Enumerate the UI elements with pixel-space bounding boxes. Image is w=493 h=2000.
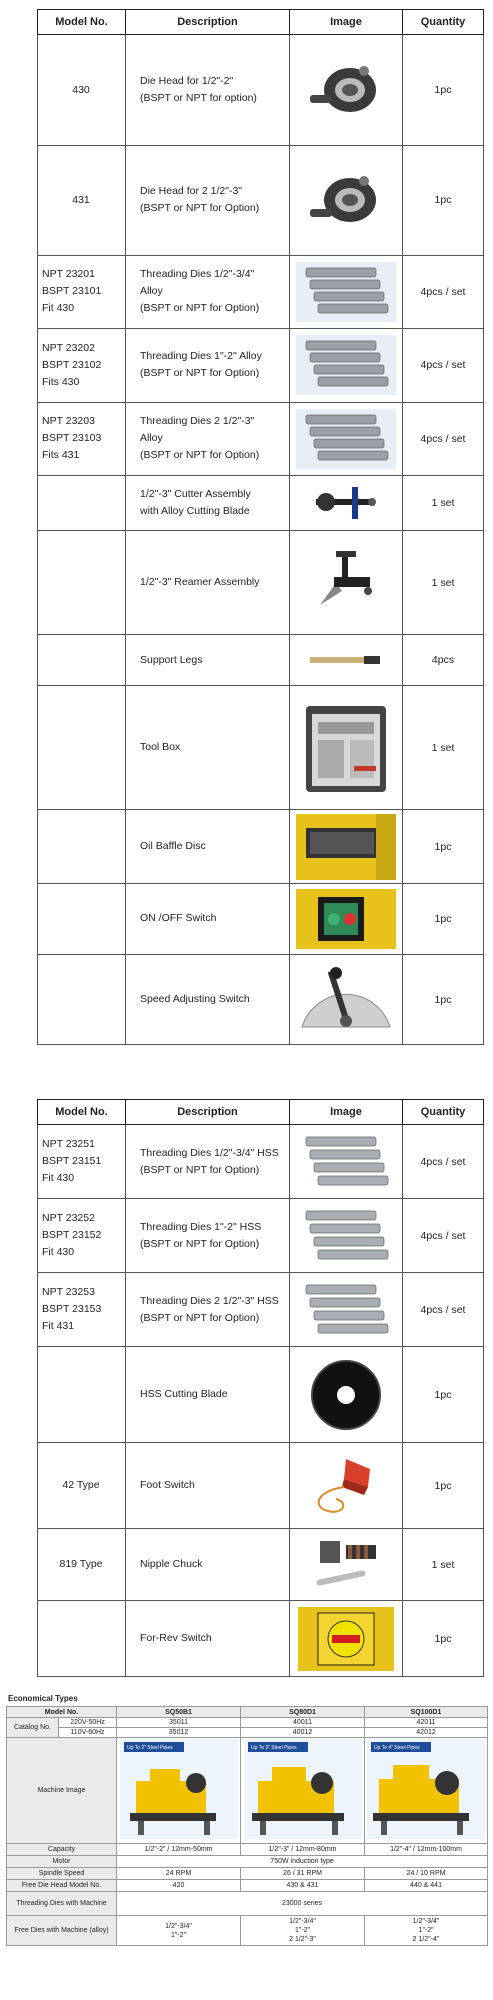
header-model: Model No. [38, 10, 126, 35]
table-row [38, 402, 484, 475]
speed-switch-icon [296, 963, 396, 1037]
model-cell [38, 810, 126, 883]
quantity-cell: 1pc [403, 35, 484, 145]
header-image: Image [290, 10, 403, 35]
table-row [38, 810, 484, 883]
table-row [38, 1125, 484, 1199]
table-row [38, 329, 484, 402]
image-cell [290, 883, 403, 954]
table-row [7, 1718, 488, 1728]
die-head-cell: 440 & 441 [365, 1880, 488, 1892]
model-cell: NPT 23253 BSPT 23153 Fit 431 [38, 1273, 126, 1347]
die-head-label: Free Die Head Model No. [7, 1880, 117, 1892]
free-dies-cell: 1/2"-3/4" 1"-2" 2 1/2"-4" [365, 1916, 488, 1946]
table-row [7, 1856, 488, 1868]
model-header: SQ80D1 [241, 1707, 365, 1718]
machine-image-cell [241, 1738, 365, 1844]
die-head-icon [306, 165, 386, 235]
table-row [38, 686, 484, 810]
description-cell: Nipple Chuck [126, 1529, 290, 1601]
cutter-icon [306, 481, 386, 525]
description-cell: Threading Dies 2 1/2"-3" Alloy (BSPT or NPT for Option) [126, 402, 290, 475]
threading-dies-icon [296, 262, 396, 322]
table-row [38, 255, 484, 328]
model-cell [38, 883, 126, 954]
die-head-cell: 420 [117, 1880, 241, 1892]
model-cell [38, 1601, 126, 1677]
model-cell [38, 475, 126, 530]
cutting-blade-icon [306, 1355, 386, 1435]
header-description: Description [126, 10, 290, 35]
model-header: SQ100D1 [365, 1707, 488, 1718]
catalog-cell: 35011 [117, 1718, 241, 1728]
quantity-cell: 4pcs / set [403, 402, 484, 475]
image-cell [290, 635, 403, 686]
threading-dies-icon [296, 1279, 396, 1341]
catalog-cell: 35012 [117, 1728, 241, 1738]
table-row [7, 1880, 488, 1892]
description-cell: 1/2"-3" Cutter Assembly with Alloy Cutting Blade [126, 475, 290, 530]
image-cell [290, 1273, 403, 1347]
quantity-cell: 1pc [403, 1347, 484, 1443]
catalog-cell: 40012 [241, 1728, 365, 1738]
image-cell [290, 145, 403, 255]
image-cell [290, 1443, 403, 1529]
onoff-switch-icon [296, 889, 396, 949]
threading-dies-icon [296, 1131, 396, 1193]
image-cell [290, 255, 403, 328]
quantity-cell: 1pc [403, 810, 484, 883]
svg-text:Up To 3" Steel Pipes: Up To 3" Steel Pipes [250, 1745, 297, 1751]
free-dies-label: Free Dies with Machine (alloy) [7, 1916, 117, 1946]
image-cell [290, 1601, 403, 1677]
description-cell: Threading Dies 1"-2" HSS (BSPT or NPT for Option) [126, 1199, 290, 1273]
toolbox-icon [304, 700, 388, 796]
model-cell [38, 686, 126, 810]
table-row [7, 1707, 488, 1718]
image-cell [290, 810, 403, 883]
model-cell [38, 531, 126, 635]
table-row [7, 1844, 488, 1856]
capacity-cell: 1/2"-2" / 12mm-50mm [117, 1844, 241, 1856]
die-head-icon [306, 55, 386, 125]
description-cell: Support Legs [126, 635, 290, 686]
machine-image-cell [117, 1738, 241, 1844]
model-no-label: Model No. [7, 1707, 117, 1718]
svg-text:Up To 2" Steel Pipes: Up To 2" Steel Pipes [126, 1745, 173, 1751]
table-row [38, 1347, 484, 1443]
image-cell [290, 1199, 403, 1273]
table-row [38, 1273, 484, 1347]
table-row [7, 1892, 488, 1916]
capacity-cell: 1/2"-3" / 12mm-80mm [241, 1844, 365, 1856]
reamer-icon [306, 543, 386, 623]
pipe-threader-machine-icon [120, 1739, 238, 1839]
model-cell: 42 Type [38, 1443, 126, 1529]
support-leg-icon [306, 652, 386, 668]
description-cell: Threading Dies 1"-2" Alloy (BSPT or NPT for Option) [126, 329, 290, 402]
table-row [38, 883, 484, 954]
machine-image-cell [365, 1738, 488, 1844]
quantity-cell: 4pcs / set [403, 329, 484, 402]
quantity-cell: 1pc [403, 955, 484, 1045]
image-cell [290, 329, 403, 402]
table-header [38, 1100, 484, 1125]
svg-text:Up To 4" Steel Pipes: Up To 4" Steel Pipes [374, 1745, 420, 1751]
motor-cell: 750W induction type [117, 1856, 488, 1868]
model-cell [38, 635, 126, 686]
quantity-cell: 1pc [403, 883, 484, 954]
free-dies-cell: 1/2"-3/4" 1"-2" [117, 1916, 241, 1946]
economical-types-table [6, 1706, 488, 1946]
table-row [38, 1199, 484, 1273]
table-row [38, 635, 484, 686]
model-cell [38, 1347, 126, 1443]
description-cell: Threading Dies 2 1/2"-3" HSS (BSPT or NPT for Option) [126, 1273, 290, 1347]
image-cell [290, 1125, 403, 1199]
quantity-cell: 1 set [403, 686, 484, 810]
description-cell: Oil Baffle Disc [126, 810, 290, 883]
description-cell: Threading Dies 1/2"-3/4" Alloy (BSPT or NPT for Option) [126, 255, 290, 328]
pipe-threader-machine-icon [244, 1739, 362, 1839]
table-row [38, 531, 484, 635]
spindle-cell: 26 / 31 RPM [241, 1868, 365, 1880]
image-cell [290, 35, 403, 145]
foot-switch-icon [306, 1451, 386, 1521]
table-row [38, 35, 484, 145]
accessories-table-1 [37, 9, 484, 1045]
voltage-220: 220V-50Hz [59, 1718, 117, 1728]
header-image: Image [290, 1100, 403, 1125]
capacity-cell: 1/2"-4" / 12mm-100mm [365, 1844, 488, 1856]
image-cell [290, 475, 403, 530]
quantity-cell: 4pcs / set [403, 1125, 484, 1199]
catalog-label: Catalog No. [7, 1718, 59, 1738]
header-model: Model No. [38, 1100, 126, 1125]
table-row [7, 1916, 488, 1946]
description-cell: Tool Box [126, 686, 290, 810]
pipe-threader-machine-icon [367, 1739, 485, 1839]
table-row [38, 145, 484, 255]
quantity-cell: 4pcs / set [403, 1273, 484, 1347]
economical-types-title: Economical Types [8, 1694, 78, 1703]
image-cell [290, 402, 403, 475]
table-row [38, 1443, 484, 1529]
table-row [38, 475, 484, 530]
accessories-table-2 [37, 1099, 484, 1677]
free-dies-cell: 1/2"-3/4" 1"-2" 2 1/2"-3" [241, 1916, 365, 1946]
threading-dies-icon [296, 335, 396, 395]
for-rev-switch-icon [298, 1607, 394, 1671]
motor-label: Motor [7, 1856, 117, 1868]
quantity-cell: 1pc [403, 145, 484, 255]
quantity-cell: 1 set [403, 1529, 484, 1601]
image-cell [290, 955, 403, 1045]
description-cell: ON /OFF Switch [126, 883, 290, 954]
description-cell: Die Head for 2 1/2"-3" (BSPT or NPT for Option) [126, 145, 290, 255]
quantity-cell: 1pc [403, 1443, 484, 1529]
header-description: Description [126, 1100, 290, 1125]
voltage-110: 110V-60Hz [59, 1728, 117, 1738]
table-row [7, 1728, 488, 1738]
description-cell: HSS Cutting Blade [126, 1347, 290, 1443]
description-cell: For-Rev Switch [126, 1601, 290, 1677]
image-cell [290, 1529, 403, 1601]
catalog-cell: 40011 [241, 1718, 365, 1728]
description-cell: Die Head for 1/2"-2" (BSPT or NPT for option) [126, 35, 290, 145]
oil-baffle-icon [296, 814, 396, 880]
spindle-speed-label: Spindle Speed [7, 1868, 117, 1880]
image-cell [290, 531, 403, 635]
model-cell: 431 [38, 145, 126, 255]
catalog-cell: 42011 [365, 1718, 488, 1728]
catalog-cell: 42012 [365, 1728, 488, 1738]
die-head-cell: 430 & 431 [241, 1880, 365, 1892]
model-cell: NPT 23251 BSPT 23151 Fit 430 [38, 1125, 126, 1199]
nipple-chuck-icon [306, 1535, 386, 1595]
description-cell: Speed Adjusting Switch [126, 955, 290, 1045]
quantity-cell: 4pcs / set [403, 255, 484, 328]
model-cell: NPT 23202 BSPT 23102 Fits 430 [38, 329, 126, 402]
model-cell: NPT 23201 BSPT 23101 Fit 430 [38, 255, 126, 328]
quantity-cell: 4pcs / set [403, 1199, 484, 1273]
model-cell: 819 Type [38, 1529, 126, 1601]
table-row [7, 1738, 488, 1844]
model-cell: NPT 23252 BSPT 23152 Fit 430 [38, 1199, 126, 1273]
quantity-cell: 1 set [403, 531, 484, 635]
table-row [7, 1868, 488, 1880]
threading-dies-cell: 23000 series [117, 1892, 488, 1916]
description-cell: Foot Switch [126, 1443, 290, 1529]
table-header [38, 10, 484, 35]
header-quantity: Quantity [403, 1100, 484, 1125]
threading-dies-label: Threading Dies with Machine [7, 1892, 117, 1916]
model-cell: 430 [38, 35, 126, 145]
model-cell [38, 955, 126, 1045]
quantity-cell: 1pc [403, 1601, 484, 1677]
description-cell: 1/2"-3" Reamer Assembly [126, 531, 290, 635]
threading-dies-icon [296, 409, 396, 469]
spindle-cell: 24 / 10 RPM [365, 1868, 488, 1880]
table-row [38, 1601, 484, 1677]
capacity-label: Capacity [7, 1844, 117, 1856]
model-header: SQ50B1 [117, 1707, 241, 1718]
table-row [38, 955, 484, 1045]
threading-dies-icon [296, 1205, 396, 1267]
quantity-cell: 4pcs [403, 635, 484, 686]
header-quantity: Quantity [403, 10, 484, 35]
table-row [38, 1529, 484, 1601]
image-cell [290, 1347, 403, 1443]
quantity-cell: 1 set [403, 475, 484, 530]
spindle-cell: 24 RPM [117, 1868, 241, 1880]
description-cell: Threading Dies 1/2"-3/4" HSS (BSPT or NPT for Option) [126, 1125, 290, 1199]
machine-image-label: Machine Image [7, 1738, 117, 1844]
image-cell [290, 686, 403, 810]
model-cell: NPT 23203 BSPT 23103 Fits 431 [38, 402, 126, 475]
